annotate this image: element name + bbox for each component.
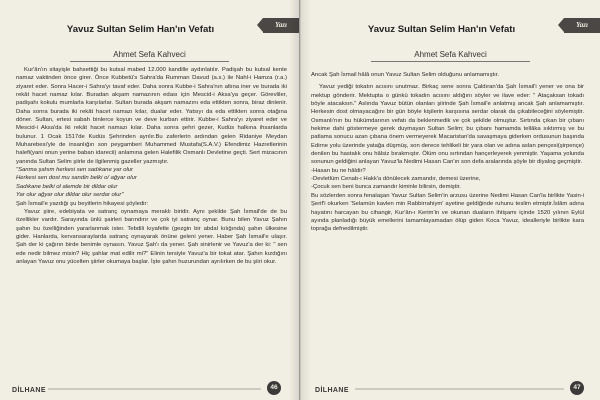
author-name: Ahmet Sefa Kahveci [414, 50, 487, 59]
paragraph: Ancak Şah İsmail hâlâ onun Yavuz Sultan Selim olduğunu anlamamıştır. [311, 72, 500, 78]
footer-bar [355, 388, 564, 390]
gutter-shadow [289, 0, 299, 400]
section-tag: Yazı [263, 18, 299, 33]
poem-line: Yar olur ağyar olur dildar olur serdar olur" [16, 192, 124, 199]
article-body [16, 66, 287, 266]
poem-line: "Sanma şahım herkesi sen sadıkane yar olur [16, 167, 134, 174]
article-title: Yavuz Sultan Selim Han'ın Vefatı [66, 24, 215, 35]
author-divider [371, 61, 530, 62]
author-name: Ahmet Sefa Kahveci [113, 50, 186, 59]
poem-line: Sadıkane belki ol alemde bir dildar olur [16, 183, 118, 190]
page-number: 46 [267, 381, 281, 395]
page-footer [0, 378, 299, 400]
page-number: 47 [570, 381, 584, 395]
dialog-line: -Çocuk sen beni bunca zamandır kiminle bilirsin, demiştir. [311, 184, 461, 191]
dialog-line: -Devletlüm Cenab-ı Hakk'a dönülecek zamandır, demesi üzerine, [311, 176, 481, 183]
magazine-logo: DİLHANE [12, 387, 46, 394]
gutter-shadow [301, 0, 311, 400]
article-body [311, 71, 584, 234]
paragraph: Yavuz şiire, edebiyata ve satranç oynamaya meraklı biridir. Aynı şekilde Şah İsmail'de de bu özellikler vardır. Sarayında ünlü şairleri barındırır ve çok iyi satranç oynar. Bunu bilen Yavuz Şahın şahın bu özelliğinden yararlanmak ister. Tebdili kıyafetle (gezgin bir abdal kılığında) şahın ülkesine gider. Hanlarda, kervansaraylarda satranç oynayarak önüne geleni yener. Haber Şah İsmail'e ulaşır. Şah der ki çağırın birde benimle oynasın. Yavuz Şah'ı da yener. Şah sinirlenir ve Yavuz'a der ki: " sen ede nedir bilmez misin? Hiç şahlar mat edilir mi?" Elinin tersiyle Yavuz'a bir tokat atar. Şahın kızdığını anlayan Yavuz onu yücelten şiirler okumaya başlar. İşte şahın huzurundan ayrılırken de bu şiiri okur. [16, 208, 287, 265]
article-title: Yavuz Sultan Selim Han'ın Vefatı [367, 24, 516, 35]
poem-line: Herkesi sen dost mu sandin belki o/ ağyar olur [16, 175, 137, 182]
paragraph: Bu sözlerden sonra fenalaşan Yavuz Sultan Selim'in arzusu üzerine Nedimi Hasan Can'la birlikte Yasin-i Şerif'i okurken 'Selamün kavlen min Rabbirrahiym' ayetine geldiğinde ruhunu teslim etmiştir.İslâm adına hayatını harcayan bu cihangir, Kur'ân-ı Kerim'in ve okunan duaların ihtişamı içinde 1520 yılının Eylül ayında planladığı büyük emellerini tamamlayamadan ölüp giden Koca Yavuz, idealleriyle birlikte kara toprağa defnedilmiştir. [311, 192, 584, 233]
footer-bar [48, 388, 261, 390]
page-footer [301, 378, 600, 400]
right-page [300, 0, 600, 400]
paragraph: Kur'ân'ın sitayişle bahsettiği bu kutsal mabed 12.000 kandille aydınlatılır. Padişah bu kutsal kente namaz vaktinden önce girer. Önce Kubbetü's Sahra'da Rumman Davud (a.s.) ile Nahl-i Hamza (r.a.) ziyaret eder. Sonra Hacer-i Sahra'yı tavaf eder. Daha sonra Kubbe-i Sahra'nın altına iner ve burada iki rekât hacet namaz kılar. Buradan akşam namazının edası için Mescid-i Aksa'ya geçer. Görevliler, padişahı kokulu mumlarla karşılarlar. Sultan burada akşam namazını eda ettikten sonra, biraz dinlenir. Daha sonra burada iki rekât hacet namazı kılar, dualar eder. Yatsıyı da eda ettikten sonra otağına döner. Sultan, ertesi sabah binlerce koyun ve deve kurban ettirir. Kubbe-i Sahra'yı ziyaret eder ve Mescid-i Aksa'da iki rekât hacet namazı kılar. Daha sonra şehri gezer, Kudüs halkına ihsanlarda bulunur. 1 Ocak 1517de Kudüs Şehrinden ayrılır.Bu zaferlerin ardından gelen Ridaniye Meydan Muharebesi'yle de insanlığın son peygamberi Muhammed Mustafa(S.A.V.) Efendimiz Hazretlerinin halefi(yani onun yerine baban idarecii) anlamına gelen Halefilik Osmanlı Devletine geçti. Sert mizacının yanında Sultan Selim şiirle de ilgilenmiş gazeller yazmıştır. [16, 67, 287, 165]
author-divider [70, 61, 229, 62]
magazine-logo: DİLHANE [315, 387, 349, 394]
paragraph: Şah İsmail'e yazdığı şu beyitlerin hikayesi şöyledir: [16, 200, 149, 207]
paragraph: Yavuz yediği tokatın acısını unutmaz. Birkaç sene sonra Çaldıran'da Şah İsmail'i yener ve ona bir mektup gönderir. Mektupta o günkü tokadın acısını aldığını söyler ve ilave eder: " Ataçaksan tokadı böyle atacaksın." Aslında Yavuz bütün olanları şiirinde Şah İsmail'e anlatmış ancak Şah anlamamıştır. Herkesin dost olmayacağını bir gün böyle kişilerin karşısına serdar olarak da çıkabileceğini söylemiştir. Osmanlı'nın bu hükümdarının vefatı da beklenmedik ve çok şekilde olmuştur. Sırtında çıkan bir çıbanı hekime dahi göstermeye gerek duymayan Sultan Selim; bu çıbanı hamamda tellâka sıktırmış ve bu patlama sonucu azan çıbana önem vermeyerek Macaristan'da savaşmaya giderken ordusunun başında Edirne yolu üzerinde yatağa düşmüş, son derece tehlikeli bir yara olan ve adına aslan pençesi(şirpençe) denilen bu hastalık onu hâlsiz bırakmıştır. Ölüm onu sırtından hançerleyerek yenmiştir. Yaşama yolunda sonunun geldiğini anlayan Yavuz'la Nedimi Hasan Can'ın son defa aralarında şöyle bir diyalog geçmiştir. [311, 84, 584, 166]
dialog-line: -Hasan bu ne hâldir? [311, 167, 366, 174]
section-tag: Yazı [564, 18, 600, 33]
